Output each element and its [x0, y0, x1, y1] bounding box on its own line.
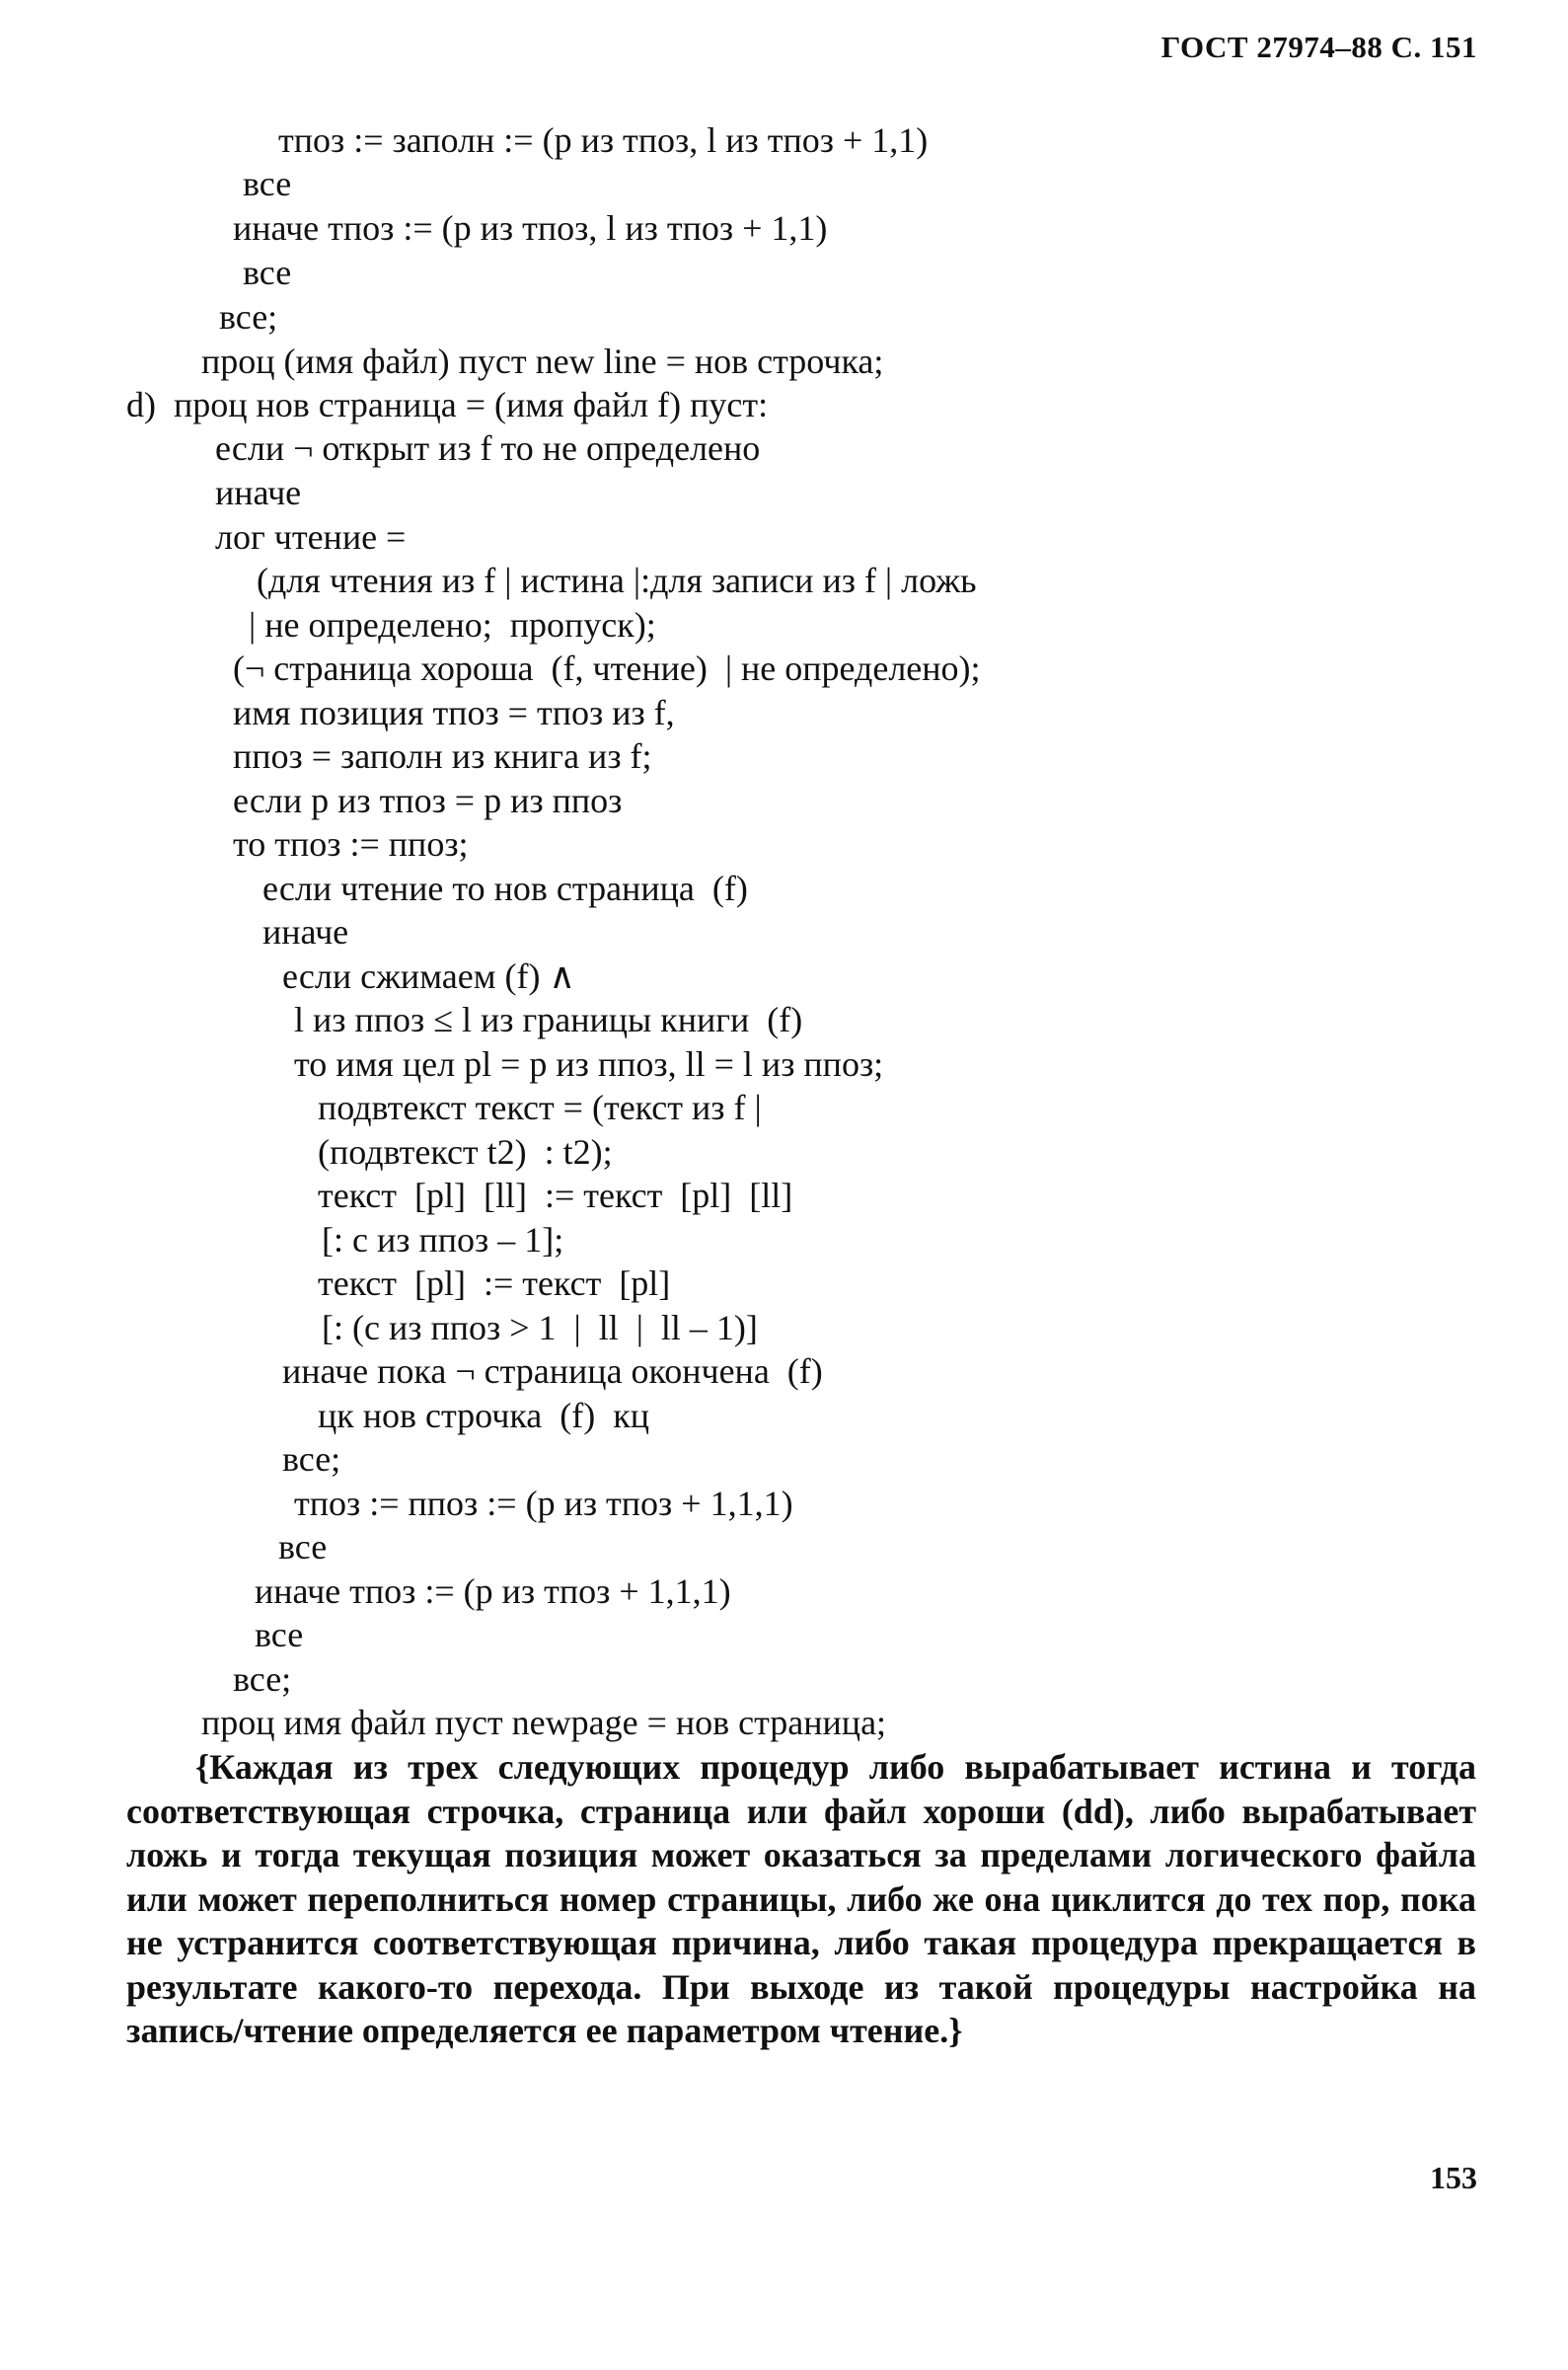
code-line: текст [pl] [ll] := текст [pl] [ll] — [318, 1176, 793, 1215]
code-line: иначе тпоз := (р из тпоз + 1,1,1) — [255, 1571, 731, 1611]
code-line: лог чтение = — [215, 517, 407, 557]
code-line: цк нов строчка (f) кц — [318, 1396, 649, 1435]
code-line: (для чтения из f | истина |:для записи из f | ложь — [257, 561, 977, 600]
code-line: если чтение то нов страница (f) — [262, 869, 748, 908]
code-line: d) проц нов страница = (имя файл f) пуст: — [126, 385, 769, 424]
comment-paragraph: {Каждая из трех следующих процедур либо вырабатывает истина и тогда соответствующая строчка, страница или файл хороши (dd), либо вырабатывает ложь и тогда текущая позиция может оказаться за пределами логического файла или может переполниться номер страницы, либо же она циклится до тех пор, пока не устранится соответствующая причина, либо такая процедура прекращается в результате какого-то перехода. При выходе из такой процедуры настройка на запись/чтение определяется ее параметром чтение.} — [126, 1747, 1476, 2050]
code-line: имя позиция тпоз = тпоз из f, — [233, 693, 675, 732]
code-line: все; — [219, 297, 278, 337]
code-line: [: с из ппоз – 1]; — [322, 1220, 564, 1260]
code-line: l из ппоз ≤ l из границы книги (f) — [294, 1000, 803, 1039]
code-line: иначе пока ¬ страница окончена (f) — [282, 1351, 823, 1391]
code-line: | не определено; пропуск); — [249, 605, 656, 645]
code-line: если сжимаем (f) ∧ — [282, 956, 575, 996]
code-line: то тпоз := ппоз; — [233, 824, 469, 864]
running-header: ГОСТ 27974–88 С. 151 — [1160, 30, 1477, 64]
code-line: все — [243, 164, 292, 203]
code-line: [: (с из ппоз > 1 | ll | ll – 1)] — [322, 1308, 758, 1347]
code-line: (подвтекст t2) : t2); — [318, 1132, 613, 1172]
code-line: иначе тпоз := (р из тпоз, l из тпоз + 1,1) — [233, 208, 828, 248]
code-line: проц (имя файл) пуст new line = нов строчка; — [201, 342, 884, 381]
code-line: (¬ страница хороша (f, чтение) | не определено); — [233, 649, 981, 688]
code-line: тпоз := ппоз := (р из тпоз + 1,1,1) — [294, 1484, 793, 1523]
code-line: если ¬ открыт из f то не определено — [215, 428, 761, 468]
code-line: все — [243, 253, 292, 292]
code-line: подвтекст текст = (текст из f | — [318, 1088, 762, 1127]
code-line: то имя цел pl = р из ппоз, ll = l из ппоз; — [294, 1044, 884, 1084]
code-line: все; — [233, 1659, 292, 1699]
code-line: все; — [282, 1439, 341, 1479]
code-line: иначе — [215, 473, 302, 512]
code-line: ппоз = заполн из книга из f; — [233, 736, 652, 776]
code-line: все — [255, 1615, 304, 1654]
code-line: тпоз := заполн := (р из тпоз, l из тпоз + 1,1) — [278, 120, 929, 160]
page-number: 153 — [1430, 2160, 1477, 2195]
code-line: иначе — [262, 912, 349, 952]
code-line: все — [278, 1527, 328, 1567]
code-line: если р из тпоз = р из ппоз — [233, 781, 623, 820]
code-line: текст [pl] := текст [pl] — [318, 1263, 671, 1303]
code-line: проц имя файл пуст newpage = нов страница; — [201, 1703, 887, 1742]
